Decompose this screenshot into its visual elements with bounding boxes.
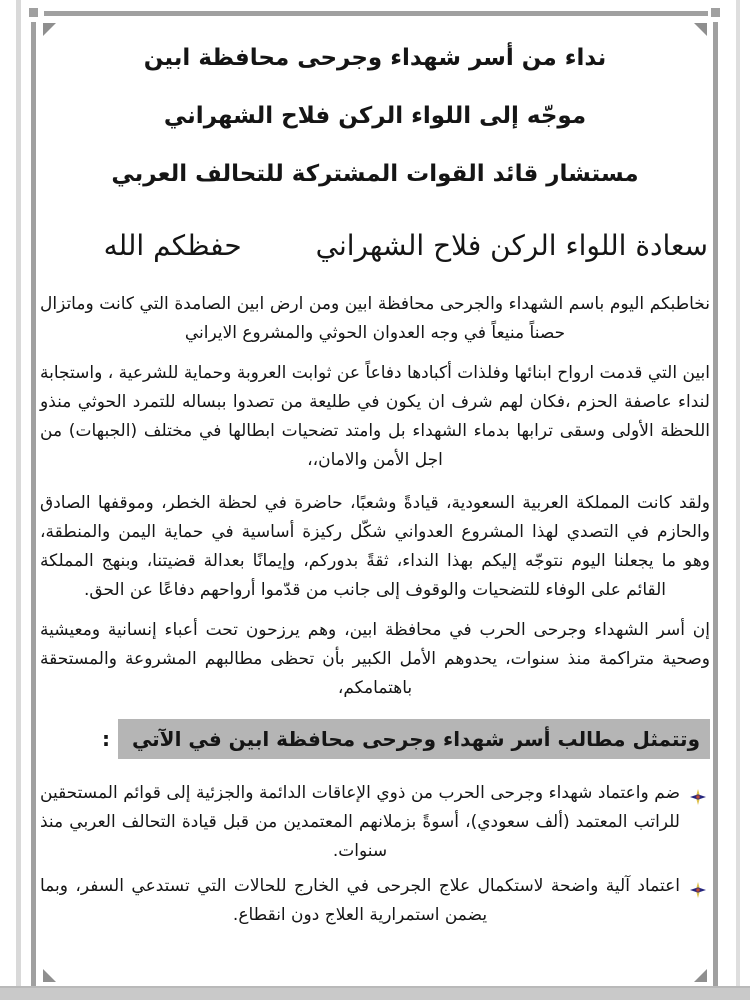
page-edge-right: [736, 0, 740, 1000]
demands-heading-colon: :: [101, 727, 110, 751]
demands-heading: [40, 719, 710, 759]
salutation-addressee: سعادة اللواء الركن فلاح الشهراني: [315, 229, 708, 262]
letter-body: [40, 0, 710, 986]
demand-item-treatment: [40, 872, 710, 930]
demands-heading-highlight: وتتمثل مطالب أسر شهداء وجرحى محافظة ابين في الآتي: [118, 719, 710, 759]
star-bullet-icon: [690, 879, 706, 895]
demand-text: اعتماد آلية واضحة لاستكمال علاج الجرحى في الخارج للحالات التي تستدعي السفر، وبما يضمن استمرارية العلاج دون انقطاع.: [40, 876, 680, 925]
paragraph-intro: نخاطبكم اليوم باسم الشهداء والجرحى محافظة ابين ومن ارض ابين الصامدة التي كانت وماتزال حصناً منيعاً في وجه العدوان الحوثي والمشروع الايراني: [40, 294, 710, 343]
page-border-left: [31, 22, 36, 986]
demand-item-salaries: [40, 779, 710, 866]
demand-text: ضم واعتماد شهداء وجرحى الحرب من ذوي الإعاقات الدائمة والجزئية إلى قوائم المستحقين للراتب المعتمد (ألف سعودي)، أسوةً بزملانهم المعتمدين من قبل قيادة التحالف العربي منذ سنوات.: [40, 783, 680, 861]
page-edge-bottom: [0, 986, 750, 1000]
star-bullet-icon: [690, 786, 706, 802]
title-line-1: نداء من أسر شهداء وجرحى محافظة ابين: [143, 45, 607, 71]
corner-square-top-right-icon: [711, 8, 720, 17]
paragraph-appeal: إن أسر الشهداء وجرحى الحرب في محافظة ابين، وهم يرزحون تحت أعباء إنسانية ومعيشية وصحية متراكمة منذ سنوات، يحدوهم الأمل الكبير بأن تحظى مطالبهم المشروعة والمستحقة باهتمامكم،: [40, 620, 710, 698]
page-border-right: [713, 22, 718, 986]
salutation-line: [40, 226, 710, 266]
title-line-2: موجّه إلى اللواء الركن فلاح الشهراني: [163, 103, 587, 129]
letter-title-block: [40, 42, 710, 190]
page-edge-left: [16, 0, 21, 1000]
title-line-3: مستشار قائد القوات المشتركة للتحالف العربي: [111, 161, 639, 187]
salutation-blessing: حفظكم الله: [103, 229, 242, 262]
paragraph-kingdom: ولقد كانت المملكة العربية السعودية، قيادةً وشعبًا، حاضرة في لحظة الخطر، وموقفها الصادق والحازم في التصدي لهذا المشروع العدواني شكّل ركيزة أساسية في حماية اليمن والمنطقة، وهو ما يجعلنا اليوم نتوجّه إليكم بهذا النداء، ثقةً بدوركم، وإيمانًا بعدالة قضيتنا، وبنهج المملكة القائم على الوفاء للتضحيات والوقوف إلى جانب من قدّموا أرواحهم دفاعًا عن الحق.: [40, 493, 710, 600]
corner-square-top-left-icon: [29, 8, 38, 17]
paragraph-abyan: ابين التي قدمت ارواح ابنائها وفلذات أكبادها دفاعاً عن ثوابت العروبة وحماية للشرعية ، واستجابة لنداء عاصفة الحزم ،فكان لهم شرف ان يكون في طليعة من تصدوا ببساله للتمرد الحوثي منذو اللحظة الأولى وسقى ترابها بدماء الشهداء بل وامتد تضحيات ابطالها في مختلف (الجبهات) من اجل الأمن والامان،،: [40, 363, 710, 470]
